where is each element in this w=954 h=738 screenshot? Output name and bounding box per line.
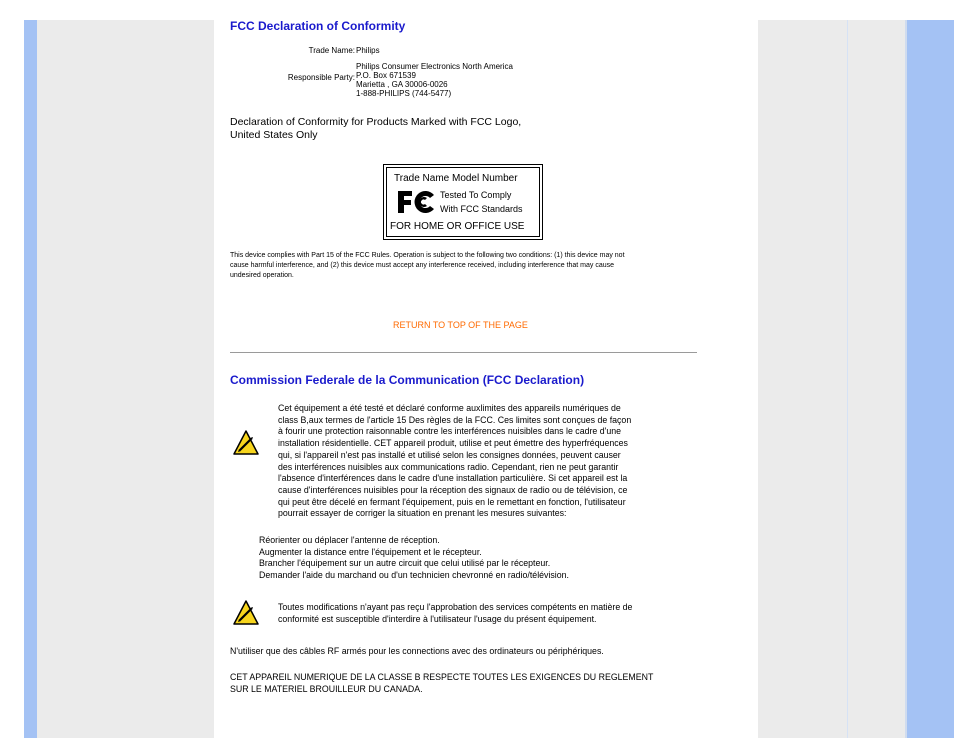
section-divider (230, 352, 697, 353)
responsible-party-line: Philips Consumer Electronics North America (356, 62, 513, 71)
trade-name-label: Trade Name: (308, 46, 355, 55)
left-grey-band (37, 20, 214, 738)
intro-line: cause d'interférences nuisibles pour la réception des signaux de radio ou de télévision, ce (278, 484, 628, 495)
left-blue-band (24, 20, 37, 738)
right-grey-band (758, 20, 907, 738)
compliance-line: This device complies with Part 15 of the FCC Rules. Operation is subject to the following two conditions: (1) this device may not (230, 252, 625, 259)
return-to-top-link[interactable]: RETURN TO TOP OF THE PAGE (393, 320, 528, 330)
fcc-box-home-office: FOR HOME OR OFFICE USE (390, 221, 525, 232)
fcc-logo-icon (396, 189, 438, 215)
warning-triangle-icon (233, 600, 259, 626)
declaration-line: Declaration of Conformity for Products Marked with FCC Logo, (230, 116, 522, 128)
right-blue-band (907, 20, 954, 738)
intro-line: qui peut être décelé en fermant l'équipement, puis en le remettant en fonction, l'utilisateur (278, 496, 626, 507)
measures-list (259, 535, 729, 582)
intro-line: Cet équipement a été testé et déclaré conforme auxlimites des appareils numériques de (278, 403, 621, 413)
fcc-box-trade-name: Trade Name Model Number (394, 173, 518, 184)
intro-line: class B,aux termes de l'article 15 Des règles de la FCC. Ces limites sont conçues de façon (278, 414, 632, 425)
measure-item: Demander l'aide du marchand ou d'un technicien chevronné en radio/télévision. (259, 570, 569, 581)
declaration-line: United States Only (230, 129, 318, 141)
declaration-text (230, 116, 730, 142)
compliance-text (230, 251, 750, 281)
canada-line: CET APPAREIL NUMERIQUE DE LA CLASSE B RESPECTE TOUTES LES EXIGENCES DU REGLEMENT (230, 672, 654, 682)
fcc-fr-title: Commission Federale de la Communication (FCC Declaration) (230, 373, 585, 387)
intro-line: installation résidentielle. CET appareil produit, utilise et peut émettre des hyperfréquences (278, 438, 628, 449)
fcc-logo-box (383, 164, 543, 240)
intro-line: qui, si l'appareil n'est pas installé et utilisé selon les consignes données, peuvent causer (278, 449, 621, 460)
modification-line: Toutes modifications n'ayant pas reçu l'approbation des services compétents en matière de (278, 602, 633, 612)
fcc-fr-intro (278, 403, 738, 520)
responsible-party-label: Responsible Party: (287, 73, 355, 82)
measure-item: Réorienter ou déplacer l'antenne de réception. (259, 535, 440, 545)
fcc-box-tested: Tested To Comply (440, 190, 512, 200)
modification-warning (278, 602, 738, 625)
fcc-us-title: FCC Declaration of Conformity (230, 19, 406, 33)
intro-line: à fourir une protection raisonnable contre les interférences nuisibles dans le cadre d'une (278, 426, 622, 437)
fcc-box-standards: With FCC Standards (440, 204, 523, 214)
responsible-party-line: 1-888-PHILIPS (744-5477) (356, 89, 452, 98)
intro-line: pourrait essayer de corriger la situation en prenant les mesures suivantes: (278, 508, 567, 519)
cables-note: N'utiliser que des câbles RF armés pour les connections avec des ordinateurs ou périphériques. (230, 646, 604, 656)
measure-item: Brancher l'équipement sur un autre circuit que celui utilisé par le récepteur. (259, 558, 551, 569)
responsible-party-line: Marietta , GA 30006-0026 (356, 80, 448, 89)
intro-line: des interférences nuisibles aux communications radio. Cependant, rien ne peut garantir (278, 461, 619, 472)
intro-line: l'absence d'interférences dans le cadre d'une installation particulière. Si cet appareil est la (278, 473, 628, 484)
modification-line: conformité est susceptible d'interdire à l'utilisateur l'usage du présent équipement. (278, 613, 597, 624)
canada-line: SUR LE MATERIEL BROUILLEUR DU CANADA. (230, 683, 423, 694)
responsible-party-block (356, 62, 513, 98)
canada-compliance (230, 672, 730, 695)
warning-triangle-icon (233, 430, 259, 456)
compliance-line: undesired operation. (230, 272, 294, 279)
compliance-line: cause harmful interference, and (2) this device must accept any interference received, including interference that may cause (230, 262, 615, 269)
measure-item: Augmenter la distance entre l'équipement et le récepteur. (259, 546, 482, 557)
right-band-divider (847, 20, 848, 738)
responsible-party-line: P.O. Box 671539 (356, 71, 416, 80)
trade-name-value: Philips (356, 46, 380, 55)
